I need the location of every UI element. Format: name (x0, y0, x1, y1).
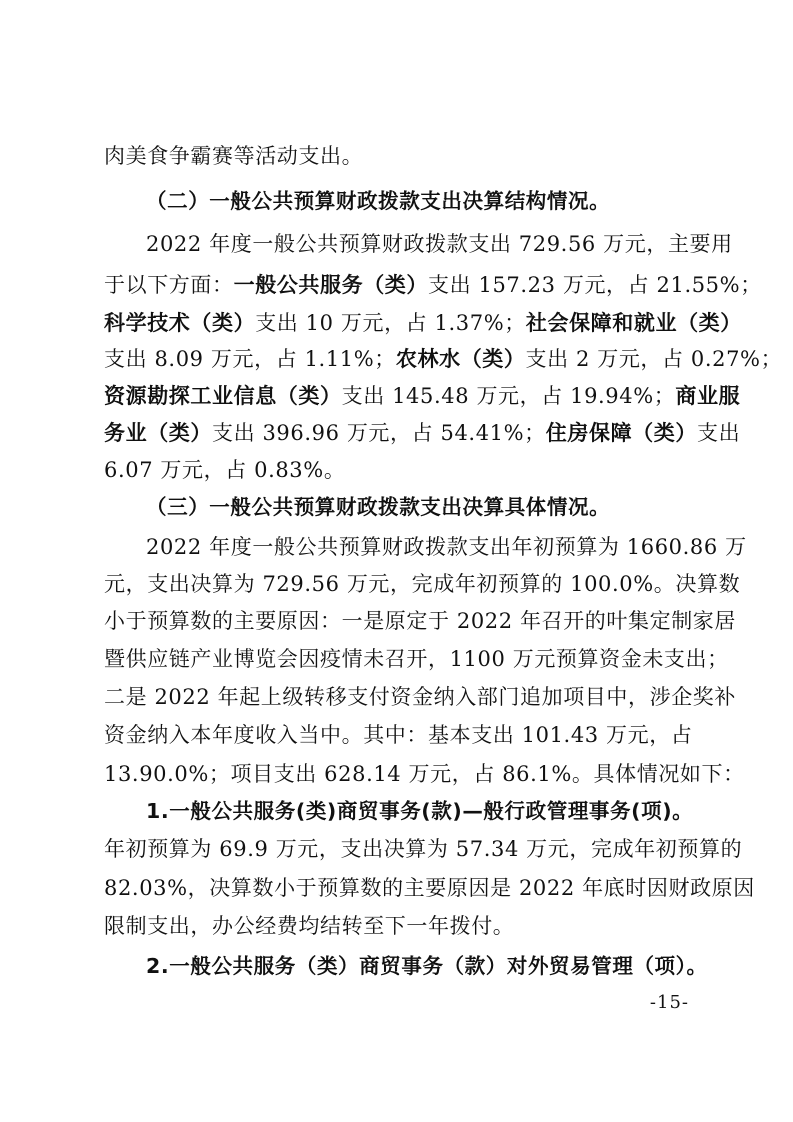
body-line-7 (104, 377, 741, 415)
body-line-11 (146, 528, 747, 566)
body-line-12 (104, 565, 741, 603)
text-segment: 于以下方面： (104, 273, 234, 297)
body-line-4 (104, 266, 762, 304)
bold-text-segment: 务业（类） (104, 421, 212, 445)
bold-text-segment: 住房保障（类） (545, 421, 697, 445)
body-line-16 (104, 716, 694, 754)
body-line-9 (104, 451, 694, 489)
text-segment: 支出 145.48 万元，占 19.94%； (341, 384, 676, 408)
bold-text-segment: 社会保障和就业（类） (525, 311, 742, 335)
text-segment: 暨供应链产业博览会因疫情未召开，1100 万元预算资金未支出； (104, 647, 729, 671)
text-segment: 限制支出，办公经费均结转至下一年拨付。 (104, 914, 515, 938)
body-line-3 (146, 225, 733, 263)
item-heading-2 (146, 947, 708, 985)
body-line-13 (104, 602, 736, 640)
bold-text-segment: （二）一般公共预算财政拨款支出决算结构情况。 (146, 189, 611, 213)
text-segment: 82.03%，决算数小于预算数的主要原因是 2022 年底时因财政原因 (104, 876, 755, 900)
item-heading-1 (146, 792, 694, 830)
text-segment: 支出 396.96 万元，占 54.41%； (212, 421, 546, 445)
text-segment: 支出 10 万元，占 1.37%； (255, 311, 526, 335)
text-segment: 2022 年度一般公共预算财政拨款支出 729.56 万元，主要用 (146, 232, 733, 256)
bold-text-segment: 2.一般公共服务（类）商贸事务（款）对外贸易管理（项）。 (146, 954, 708, 978)
text-segment: 二是 2022 年起上级转移支付资金纳入部门追加项目中，涉企奖补 (104, 685, 736, 709)
body-line-14 (104, 640, 729, 678)
body-line-8 (104, 414, 741, 452)
body-line-5 (104, 304, 742, 342)
text-segment: 资金纳入本年度收入当中。其中：基本支出 101.43 万元，占 (104, 723, 693, 747)
bold-text-segment: 商业服 (675, 384, 741, 408)
body-line-1 (104, 137, 694, 175)
bold-text-segment: （三）一般公共预算财政拨款支出决算具体情况。 (146, 495, 611, 519)
text-segment: 小于预算数的主要原因：一是原定于 2022 年召开的叶集定制家居 (104, 609, 736, 633)
page-number: -15- (649, 992, 689, 1013)
body-line-20 (104, 869, 755, 907)
text-segment: 支出 157.23 万元，占 21.55%； (428, 273, 762, 297)
bold-text-segment: 农林水（类） (395, 347, 526, 371)
section-heading-2 (146, 182, 694, 220)
body-line-17 (104, 755, 745, 793)
bold-text-segment: 科学技术（类） (104, 311, 256, 335)
bold-text-segment: 1.一般公共服务(类)商贸事务(款)—般行政管理事务(项)。 (146, 799, 694, 823)
body-line-21 (104, 907, 694, 945)
text-segment: 6.07 万元，占 0.83%。 (104, 458, 346, 482)
text-segment: 支出 2 万元，占 0.27%； (525, 347, 783, 371)
text-segment: 2022 年度一般公共预算财政拨款支出年初预算为 1660.86 万 (146, 535, 747, 559)
text-segment: 元，支出决算为 729.56 万元，完成年初预算的 100.0%。决算数 (104, 572, 741, 596)
text-segment: 支出 (696, 421, 741, 445)
body-line-15 (104, 678, 736, 716)
text-segment: 肉美食争霸赛等活动支出。 (104, 144, 364, 168)
bold-text-segment: 资源勘探工业信息（类） (104, 384, 342, 408)
bold-text-segment: 一般公共服务（类） (233, 273, 429, 297)
text-segment: 支出 8.09 万元，占 1.11%； (104, 347, 396, 371)
text-segment: 13.90.0%；项目支出 628.14 万元，占 86.1%。具体情况如下： (104, 762, 745, 786)
body-line-6 (104, 340, 783, 378)
section-heading-3 (146, 488, 694, 526)
body-line-19 (104, 830, 743, 868)
text-segment: 年初预算为 69.9 万元，支出决算为 57.34 万元，完成年初预算的 (104, 837, 743, 861)
